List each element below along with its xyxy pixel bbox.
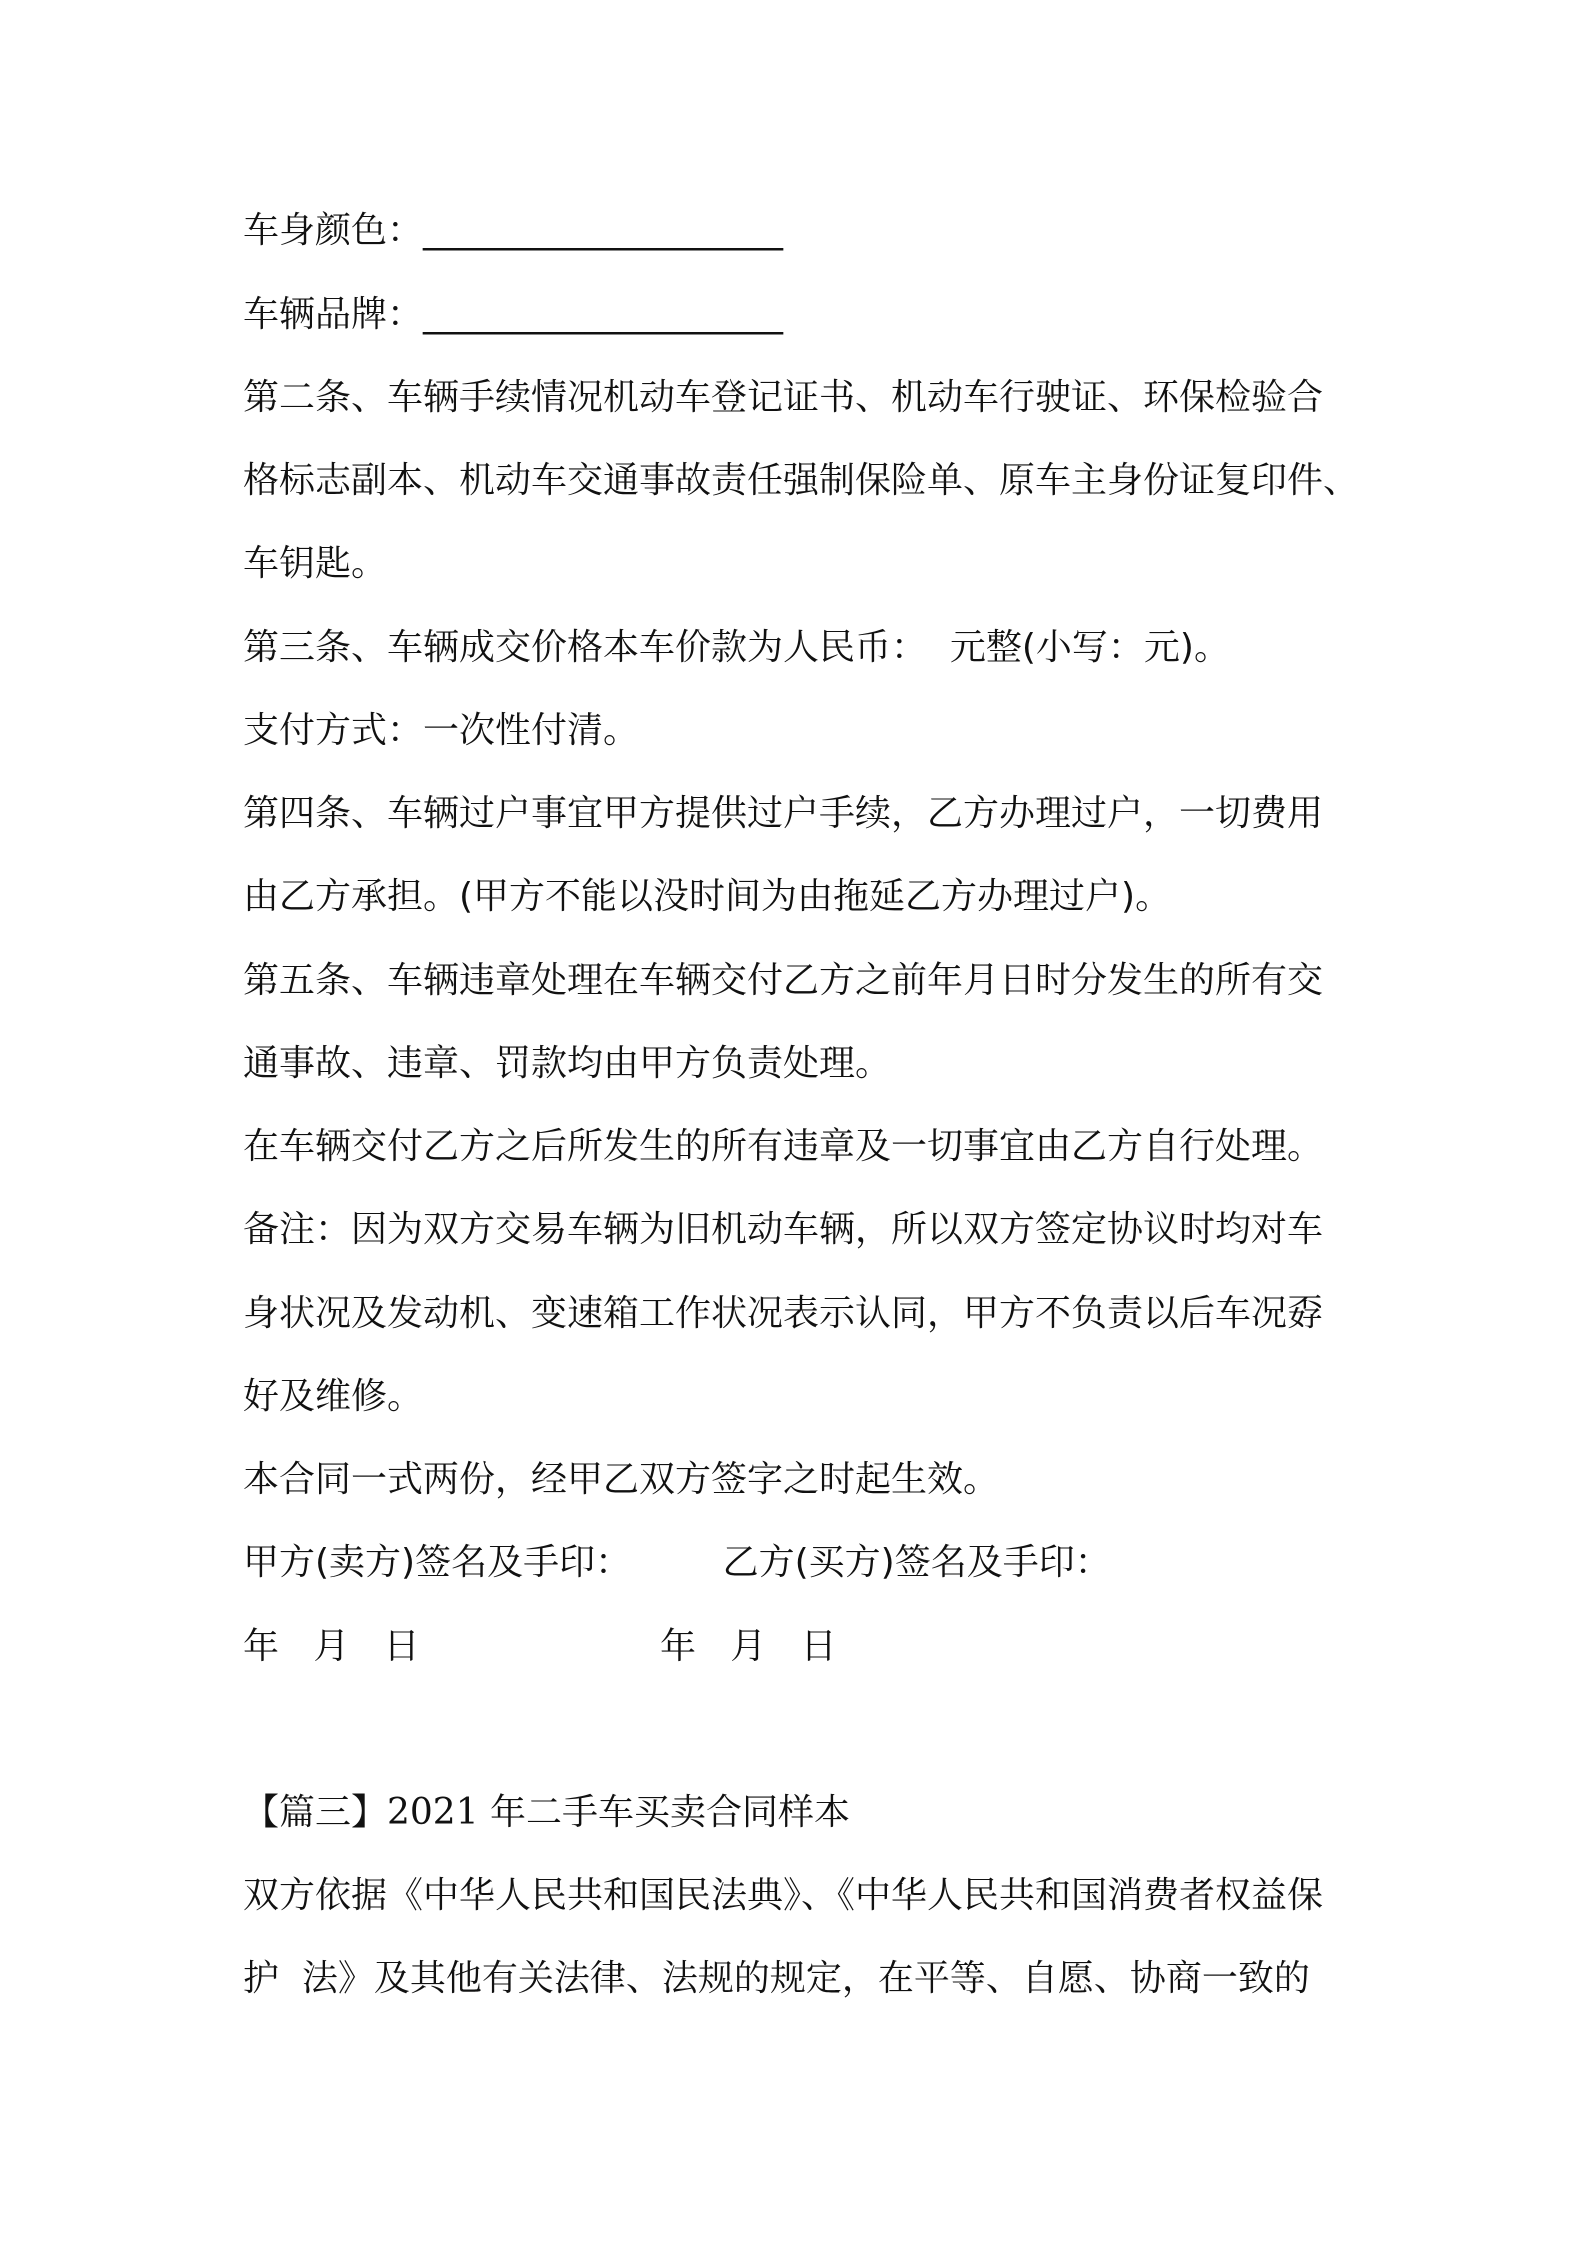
section-3-intro-line-2: 护 法》及其他有关法律、法规的规定，在平等、自愿、协商一致的 [243, 1958, 1310, 1999]
section-3-intro-line-1: 双方依据《中华人民共和国民法典》、《中华人民共和国消费者权益保 [243, 1875, 1324, 1916]
article-5-line-2: 通事故、违章、罚款均由甲方负责处理。 [243, 1043, 892, 1084]
article-2-line-1: 第二条、车辆手续情况机动车登记证书、机动车行驶证、环保检验合 [243, 377, 1324, 418]
after-delivery-clause: 在车辆交付乙方之后所发生的所有违章及一切事宜由乙方自行处理。 [243, 1126, 1324, 1167]
article-2-line-3: 车钥匙。 [243, 543, 388, 584]
vehicle-brand-field: 车辆品牌：____________________ [243, 294, 784, 335]
article-5-line-1: 第五条、车辆违章处理在车辆交付乙方之前年月日时分发生的所有交 [243, 960, 1324, 1001]
article-4-line-2: 由乙方承担。(甲方不能以没时间为由拖延乙方办理过户)。 [243, 876, 1172, 917]
remarks-line-2: 身状况及发动机、变速箱工作状况表示认同，甲方不负责以后车况孬 [243, 1293, 1324, 1334]
article-2-line-2: 格标志副本、机动车交通事故责任强制保险单、原车主身份证复印件、 [243, 460, 1360, 501]
remarks-line-1: 备注：因为双方交易车辆为旧机动车辆，所以双方签定协议时均对车 [243, 1209, 1324, 1250]
body-color-field: 车身颜色：____________________ [243, 210, 784, 251]
section-3-title: 【篇三】2021 年二手车买卖合同样本 [243, 1792, 851, 1833]
date-line: 年 月 日 年 月 日 [243, 1626, 837, 1667]
article-3: 第三条、车辆成交价格本车价款为人民币： 元整(小写：元)。 [243, 627, 1230, 668]
article-4-line-1: 第四条、车辆过户事宜甲方提供过户手续，乙方办理过户，一切费用 [243, 793, 1324, 834]
effectiveness-clause: 本合同一式两份，经甲乙双方签字之时起生效。 [243, 1459, 1000, 1500]
signature-line: 甲方(卖方)签名及手印： 乙方(买方)签名及手印： [243, 1542, 1111, 1583]
payment-method: 支付方式：一次性付清。 [243, 710, 640, 751]
remarks-line-3: 好及维修。 [243, 1376, 424, 1417]
